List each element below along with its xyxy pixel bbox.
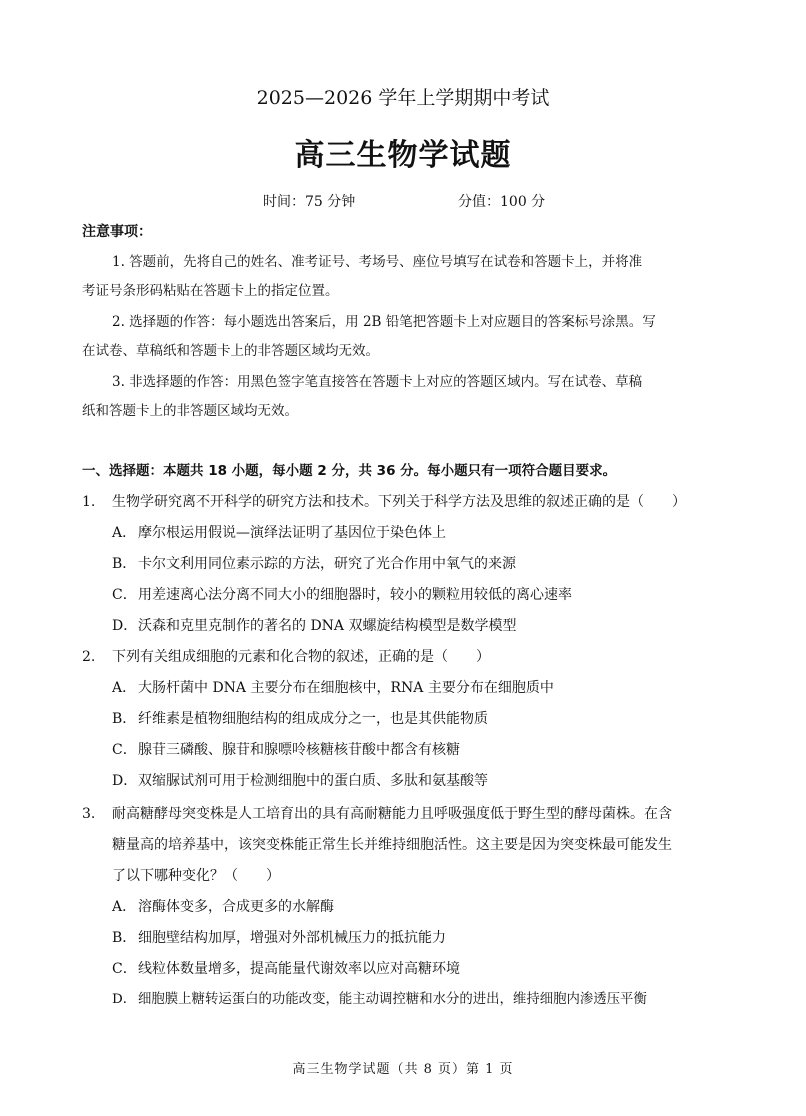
question-number: 2.	[82, 649, 96, 665]
note-line: 1. 答题前，先将自己的姓名、准考证号、考场号、座位号填写在试卷和答题卡上，并将准	[112, 254, 643, 270]
option-text: 沃森和克里克制作的著名的 DNA 双螺旋结构模型是数学模型	[138, 618, 517, 634]
question-option	[112, 928, 446, 948]
page-footer: 高三生物学试题（共 8 页）第 1 页	[292, 1062, 514, 1077]
question-stem: 糖量高的培养基中，该突变株能正常生长并维持细胞活性。这主要是因为突变株最可能发生	[112, 837, 672, 853]
option-text: 摩尔根运用假说—演绎法证明了基因位于染色体上	[138, 525, 446, 541]
question-option	[112, 678, 554, 698]
question-stem: 了以下哪种变化？（ ）	[112, 868, 280, 884]
option-letter: B．	[112, 556, 137, 572]
exam-title: 2025—2026 学年上学期期中考试	[256, 87, 550, 109]
note-line: 纸和答题卡上的非答题区域均无效。	[82, 403, 298, 419]
option-text: 线粒体数量增多，提高能量代谢效率以应对高糖环境	[138, 961, 460, 977]
option-text: 大肠杆菌中 DNA 主要分布在细胞核中，RNA 主要分布在细胞质中	[138, 680, 554, 696]
question-option	[112, 554, 516, 574]
option-text: 溶酶体变多，合成更多的水解酶	[138, 899, 334, 915]
note-line: 考证号条形码粘贴在答题卡上的指定位置。	[82, 283, 339, 299]
option-letter: C．	[112, 961, 137, 977]
option-letter: C．	[112, 587, 137, 603]
question-option	[112, 740, 460, 760]
option-letter: B．	[112, 930, 137, 946]
question-option	[112, 585, 572, 605]
option-text: 细胞壁结构加厚，增强对外部机械压力的抵抗能力	[138, 930, 446, 946]
option-text: 细胞膜上糖转运蛋白的功能改变，能主动调控糖和水分的进出，维持细胞内渗透压平衡	[138, 992, 647, 1007]
question-option	[112, 897, 334, 917]
note-line: 2. 选择题的作答：每小题选出答案后，用 2B 铅笔把答题卡上对应题目的答案标号涂黑。写	[112, 314, 656, 330]
question-option	[112, 771, 488, 791]
option-letter: D．	[112, 773, 138, 789]
option-letter: A．	[112, 899, 137, 915]
option-text: 纤维素是植物细胞结构的组成成分之一，也是其供能物质	[138, 711, 488, 727]
question-stem: 生物学研究离不开科学的研究方法和技术。下列关于科学方法及思维的叙述正确的是（ ）	[112, 494, 686, 510]
question-option	[112, 990, 647, 1010]
option-letter: D．	[112, 992, 137, 1007]
question-option	[112, 709, 488, 729]
question-stem: 下列有关组成细胞的元素和化合物的叙述，正确的是（ ）	[112, 649, 490, 665]
notes-heading: 注意事项：	[82, 224, 152, 240]
question-number: 3.	[82, 806, 96, 822]
option-letter: B．	[112, 711, 137, 727]
option-text: 腺苷三磷酸、腺苷和腺嘌呤核糖核苷酸中都含有核糖	[138, 742, 460, 758]
question-number: 1.	[82, 494, 96, 510]
question-option	[112, 523, 446, 543]
question-option	[112, 616, 516, 636]
subject-title: 高三生物学试题	[294, 138, 512, 173]
note-line: 在试卷、草稿纸和答题卡上的非答题区域均无效。	[82, 343, 379, 359]
question-stem: 耐高糖酵母突变株是人工培育出的具有高耐糖能力且呼吸强度低于野生型的酵母菌株。在含	[112, 806, 672, 822]
option-text: 用差速离心法分离不同大小的细胞器时，较小的颗粒用较低的离心速率	[138, 587, 572, 603]
option-text: 卡尔文利用同位素示踪的方法，研究了光合作用中氧气的来源	[138, 556, 516, 572]
section-heading: 一、选择题：本题共 18 小题，每小题 2 分，共 36 分。每小题只有一项符合题目要求。	[82, 463, 617, 479]
question-option	[112, 959, 460, 979]
note-line: 3. 非选择题的作答：用黑色签字笔直接答在答题卡上对应的答题区域内。写在试卷、草稿	[112, 374, 643, 390]
option-letter: C．	[112, 742, 137, 758]
option-letter: A．	[112, 525, 137, 541]
option-letter: D．	[112, 618, 138, 634]
option-text: 双缩脲试剂可用于检测细胞中的蛋白质、多肽和氨基酸等	[138, 773, 488, 789]
exam-score: 分值：100 分	[458, 194, 546, 210]
option-letter: A．	[112, 680, 137, 696]
exam-time: 时间：75 分钟	[263, 194, 356, 210]
